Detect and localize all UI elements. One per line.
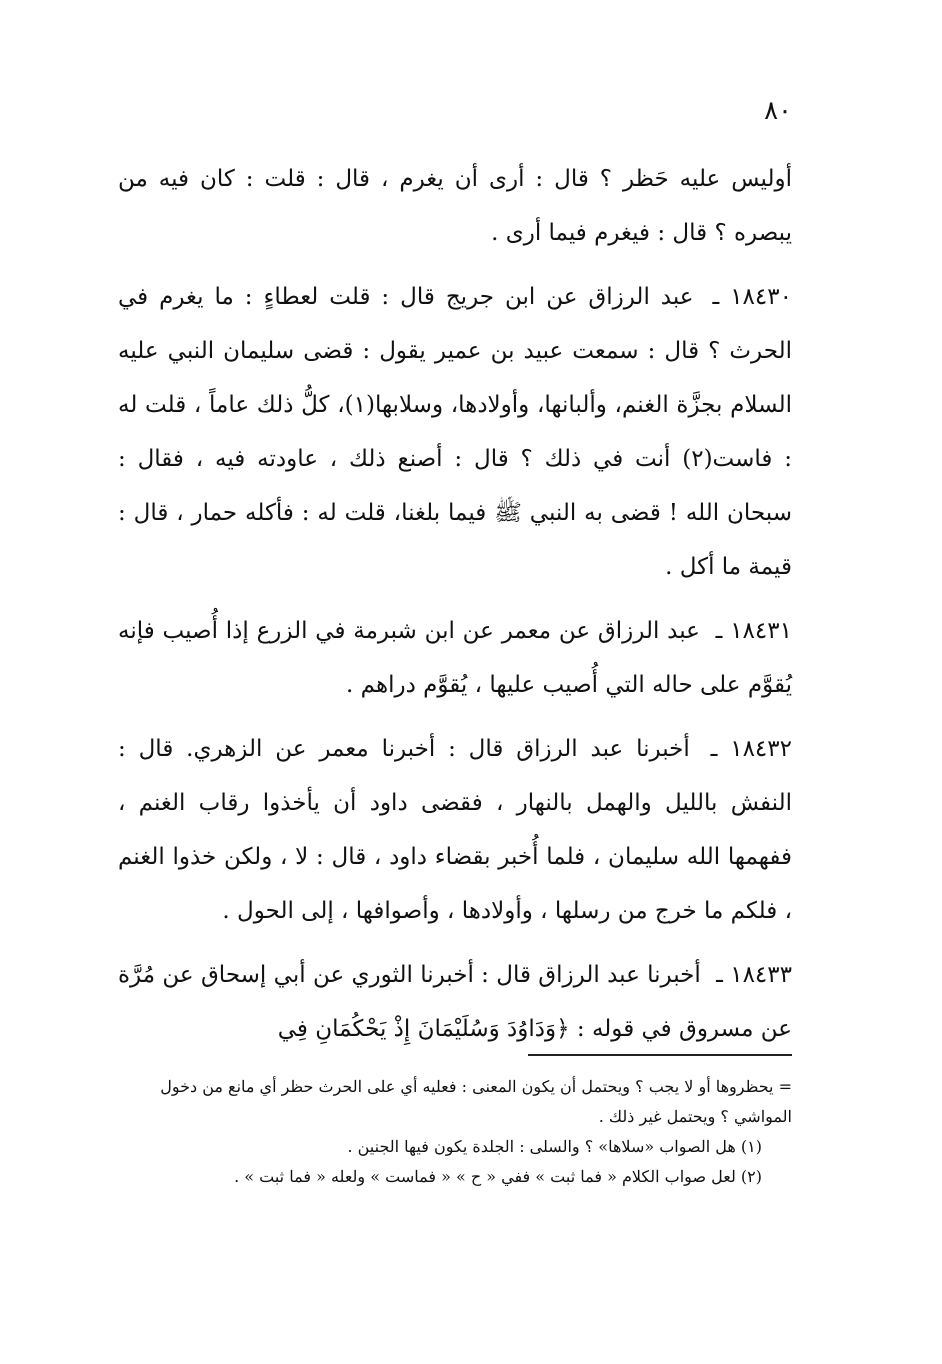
paragraph-18431 bbox=[118, 604, 792, 712]
paragraph-text: أخبرنا عبد الرزاق قال : أخبرنا الثوري عن أبي إسحاق عن مُرَّة عن مسروق في قوله : ﴿وَدَاوُدَ وَسُلَيْمَانَ إِذْ يَحْكُمَانِ فِي bbox=[118, 962, 792, 1042]
paragraph-text: أخبرنا عبد الرزاق قال : أخبرنا معمر عن الزهري. قال : النفش بالليل والهمل بالنهار ، فقضى داود أن يأخذوا رقاب الغنم ، ففهمها الله سليمان ، فلما أُخبر بقضاء داود ، قال : لا ، ولكن خذوا الغنم ، فلكم ما خرج من رسلها ، وأولادها ، وأصوافها ، إلى الحول . bbox=[118, 736, 792, 924]
footnote-1: (١) هل الصواب «سلاها» ؟ والسلى : الجلدة يكون فيها الجنين . bbox=[347, 1137, 762, 1156]
footnotes bbox=[118, 1072, 792, 1192]
paragraph-number: ١٨٤٣٣ ـ bbox=[716, 962, 792, 988]
paragraph-continuation bbox=[118, 152, 792, 260]
paragraph-18433 bbox=[118, 948, 792, 1056]
footnote-continuation: = يحظروها أو لا يجب ؟ ويحتمل أن يكون المعنى : فعليه أي على الحرث حظر أي مانع من دخول المواشي ؟ ويحتمل غير ذلك . bbox=[160, 1077, 792, 1126]
paragraph-number: ١٨٤٣٢ ـ bbox=[710, 736, 792, 762]
footnote-2: (٢) لعل صواب الكلام « فما ثبت » ففي « ح » « فماست » ولعله « فما ثبت » . bbox=[234, 1167, 762, 1186]
main-text bbox=[118, 152, 792, 1066]
footnote-divider bbox=[528, 1054, 792, 1056]
paragraph-text: أوليس عليه حَظر ؟ قال : أرى أن يغرم ، قال : قلت : كان فيه من يبصره ؟ قال : فيغرم فيما أرى . bbox=[118, 166, 792, 246]
paragraph-number: ١٨٤٣٠ ـ bbox=[712, 284, 792, 310]
paragraph-18432 bbox=[118, 722, 792, 938]
page-number: ٨٠ bbox=[764, 96, 792, 126]
paragraph-text: عبد الرزاق عن معمر عن ابن شبرمة في الزرع إذا أُصيب فإنه يُقوَّم على حاله التي أُصيب عليها ، يُقوَّم دراهم . bbox=[118, 618, 792, 698]
paragraph-number: ١٨٤٣١ ـ bbox=[715, 618, 792, 644]
paragraph-18430 bbox=[118, 270, 792, 594]
paragraph-text: عبد الرزاق عن ابن جريج قال : قلت لعطاءٍ : ما يغرم في الحرث ؟ قال : سمعت عبيد بن عمير يقول : قضى سليمان النبي عليه السلام بجزَّة الغنم، وألبانها، وأولادها، وسلابها(١)، كلُّ ذلك عاماً ، قلت له : فاست(٢) أنت في ذلك ؟ قال : أصنع ذلك ، عاودته فيه ، فقال : سبحان الله ! قضى به النبي ﷺ فيما بلغنا، قلت له : فأكله حمار ، قال : قيمة ما أكل . bbox=[118, 284, 792, 580]
